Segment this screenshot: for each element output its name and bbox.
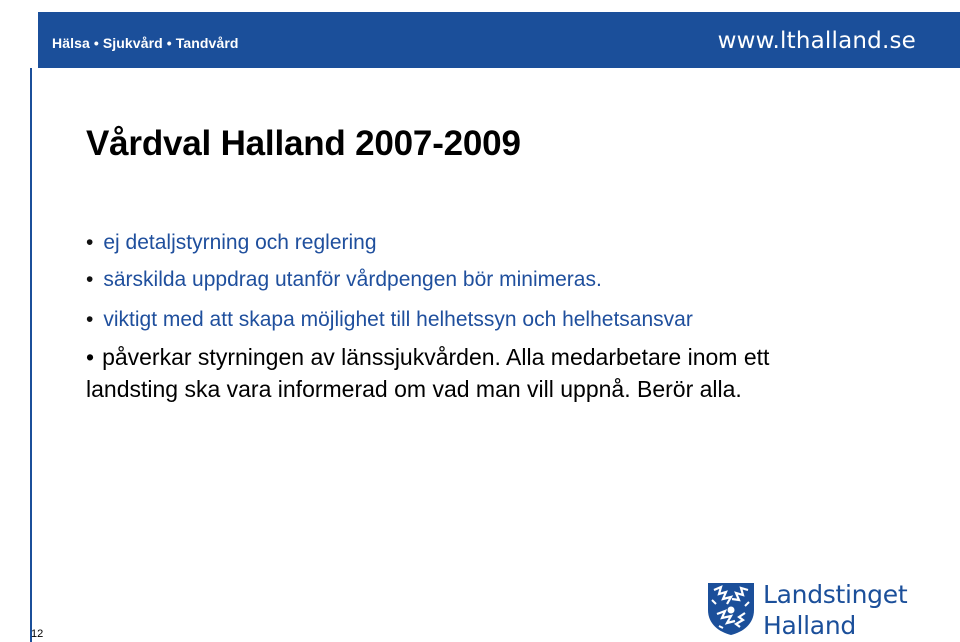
header-bar	[38, 12, 960, 68]
landstinget-halland-logo	[705, 578, 925, 638]
header-url[interactable]: www.lthalland.se	[717, 28, 916, 54]
paragraph-line-2: landsting ska vara informerad om vad man vill uppnå. Berör alla.	[86, 376, 742, 402]
bullet-dot: •	[86, 231, 94, 254]
logo-text-line-1: Landstinget	[763, 580, 908, 609]
bullet-item	[86, 307, 693, 333]
bullet-text: ej detaljstyrning och reglering	[103, 231, 377, 254]
bullet-text: särskilda uppdrag utanför vårdpengen bör minimeras.	[103, 268, 602, 291]
bullet-text: viktigt med att skapa möjlighet till helhetssyn och helhetsansvar	[103, 308, 693, 331]
paragraph-line-1: påverkar styrningen av länssjukvården. Alla medarbetare inom ett	[102, 344, 770, 370]
side-rule	[30, 68, 32, 642]
bullet-dot: •	[86, 308, 94, 331]
bullet-dot: •	[86, 268, 94, 291]
halland-coat-of-arms-icon	[705, 580, 757, 636]
slide-title: Vårdval Halland 2007-2009	[86, 124, 521, 163]
logo-text-line-2: Halland	[763, 611, 856, 640]
header-tagline: Hälsa • Sjukvård • Tandvård	[52, 35, 239, 51]
bullet-item	[86, 267, 602, 293]
body-paragraph	[86, 341, 769, 405]
bullet-dot: •	[86, 344, 95, 370]
page-number: 12	[31, 628, 44, 640]
paragraph-line	[86, 341, 769, 373]
bullet-item	[86, 230, 377, 256]
